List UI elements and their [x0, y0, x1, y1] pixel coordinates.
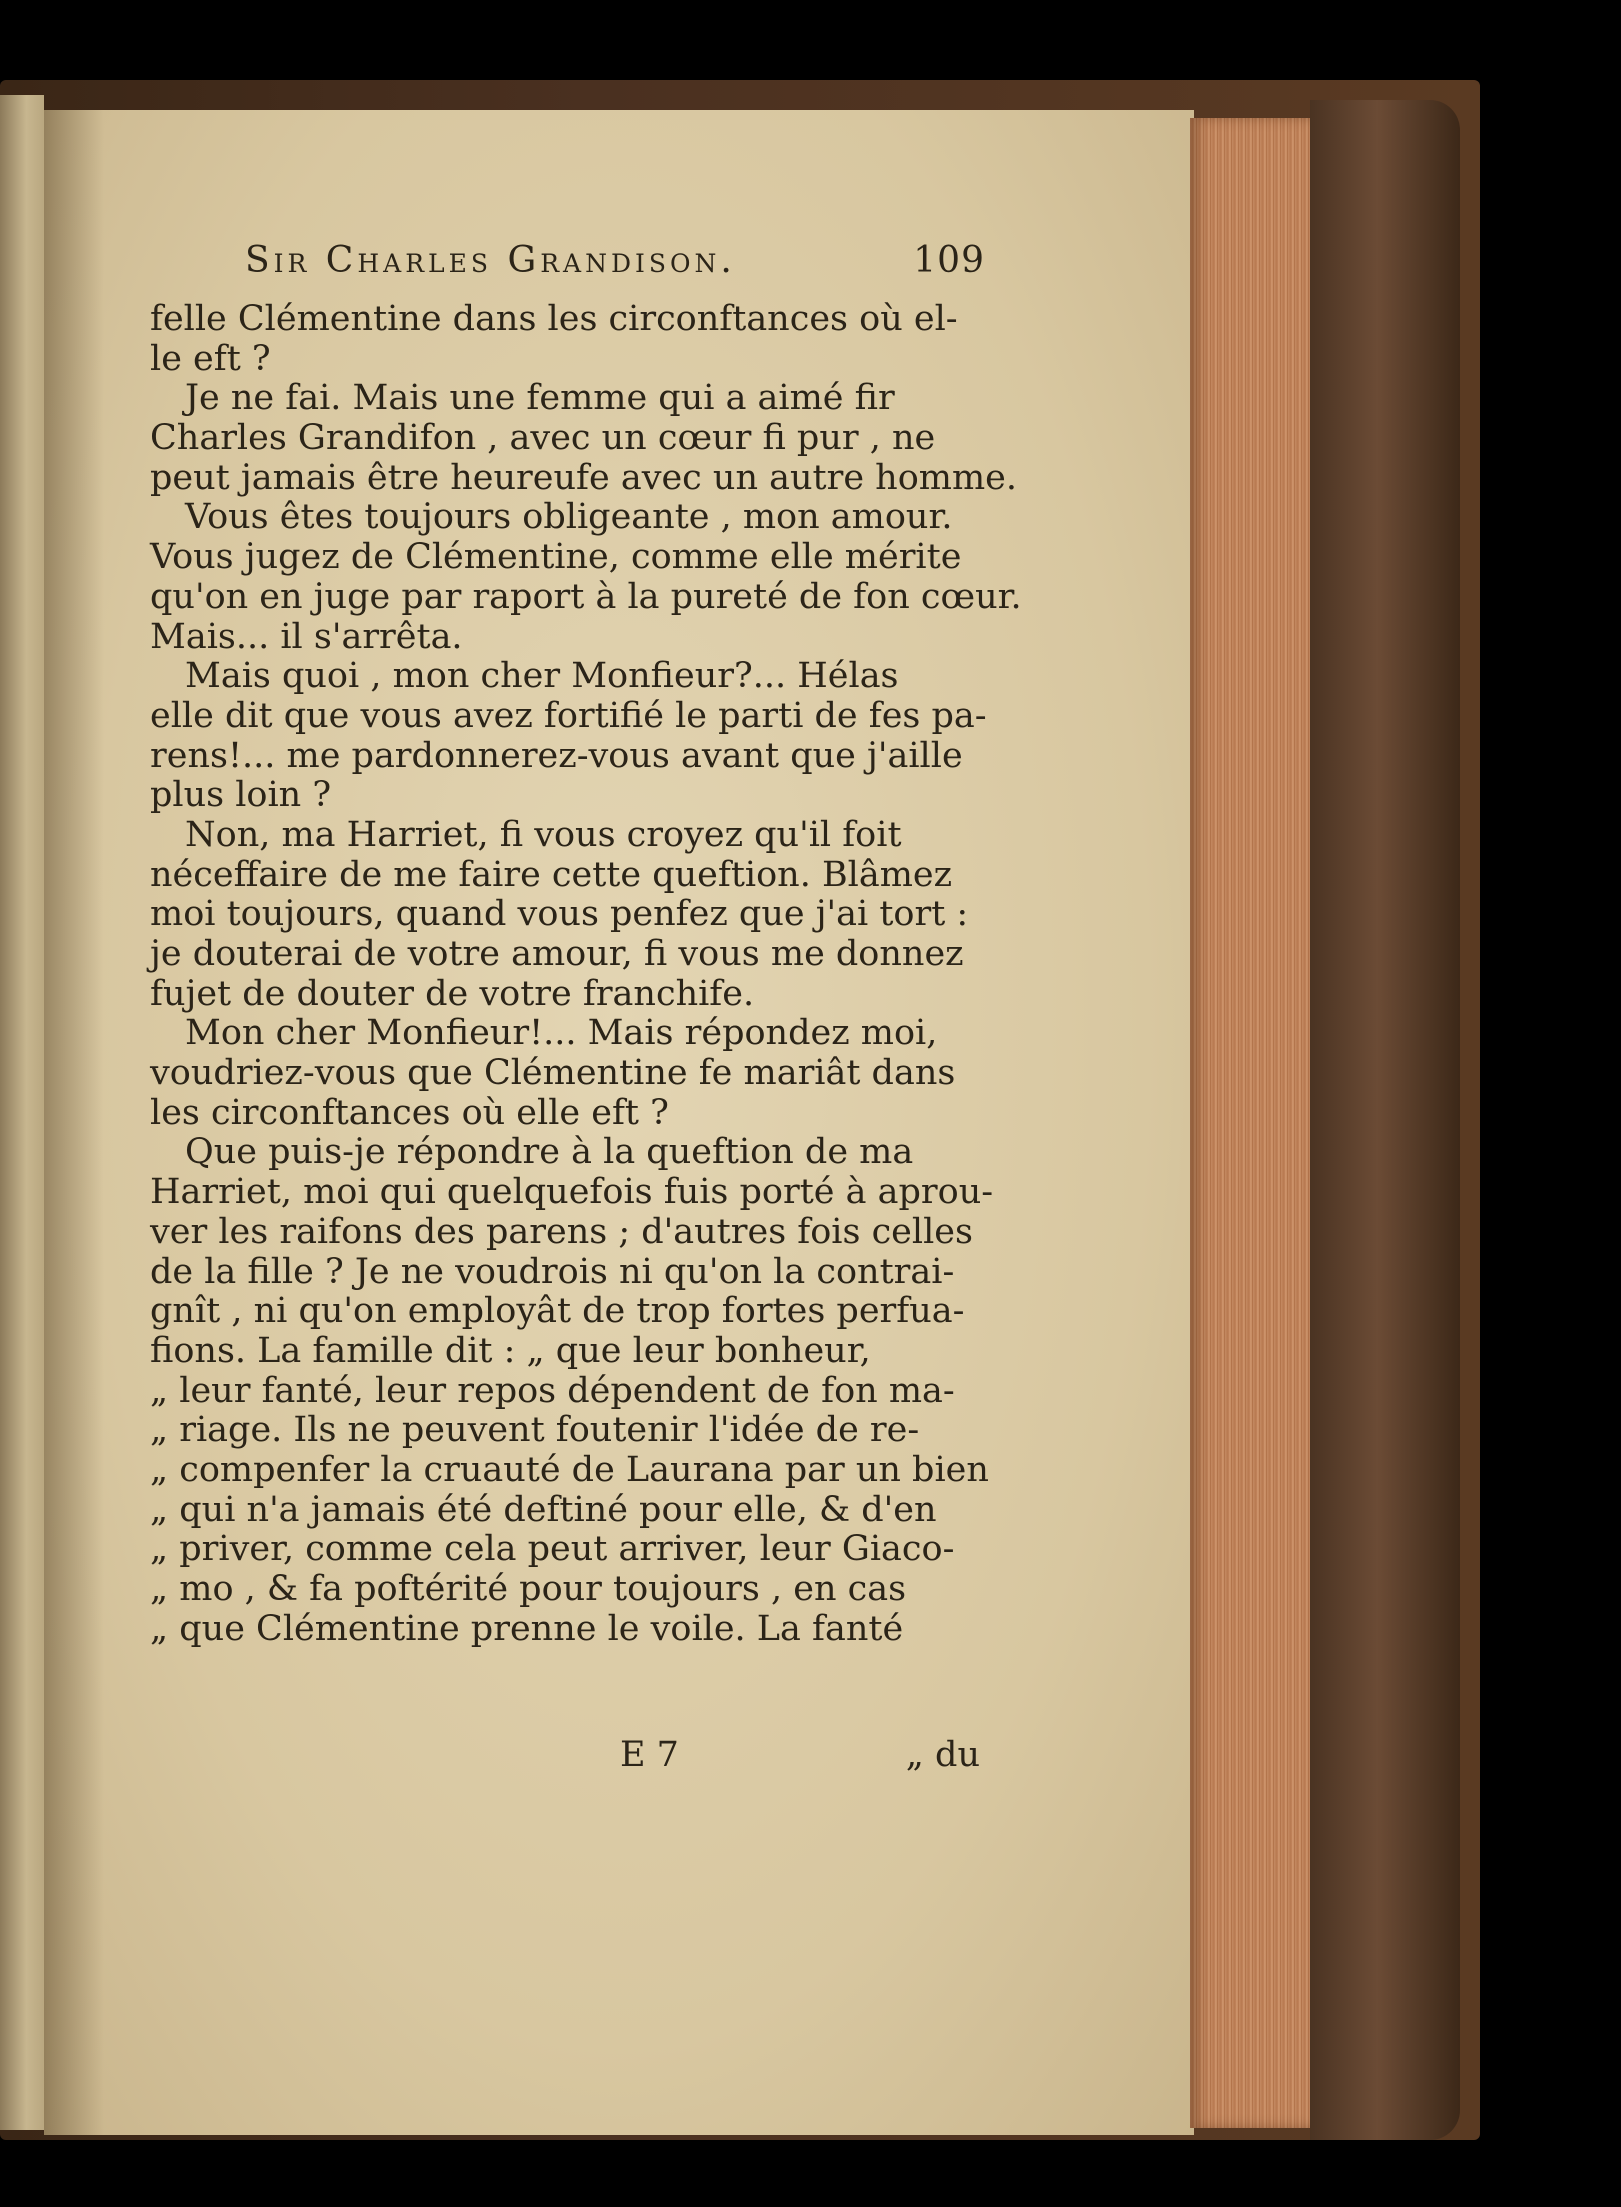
text-line: moi toujours, quand vous penfez que j'ai tort :	[150, 894, 969, 935]
text-line: fujet de douter de votre franchife.	[150, 973, 755, 1014]
text-line: fions. La famille dit : „ que leur bonheur,	[150, 1330, 871, 1371]
text-line: peut jamais être heureufe avec un autre homme.	[150, 457, 1017, 498]
text-line: qu'on en juge par raport à la pureté de fon cœur.	[150, 576, 1022, 617]
page-block-edge	[1190, 118, 1310, 2128]
text-line: „ riage. Ils ne peuvent foutenir l'idée de re-	[150, 1410, 920, 1451]
text-line: Harriet, moi qui quelquefois fuis porté à aprou-	[150, 1172, 994, 1213]
text-line: Mais... il s'arrêta.	[150, 616, 463, 657]
catchword: „ du	[905, 1735, 980, 1775]
page-footer	[150, 1735, 980, 1775]
text-line: Non, ma Harriet, fi vous croyez qu'il foit	[185, 814, 902, 855]
text-line: Mais quoi , mon cher Monfieur?... Hélas	[185, 656, 899, 697]
text-line: néceffaire de me faire cette queftion. Blâmez	[150, 854, 953, 895]
text-line: gnît , ni qu'on employât de trop fortes perfua-	[150, 1291, 965, 1332]
text-line: „ que Clémentine prenne le voile. La fanté	[150, 1608, 904, 1649]
book-spine	[1310, 100, 1460, 2140]
text-line: „ compenfer la cruauté de Laurana par un bien	[150, 1449, 989, 1490]
page-number: 109	[913, 240, 985, 281]
left-page-edge	[0, 95, 44, 2130]
text-line: „ priver, comme cela peut arriver, leur Giaco-	[150, 1529, 955, 1570]
text-line: elle dit que vous avez fortifié le parti de fes pa-	[150, 695, 987, 736]
text-line: Vous êtes toujours obligeante , mon amour.	[185, 497, 953, 538]
signature-mark: E 7	[620, 1735, 679, 1775]
page-body	[150, 299, 1022, 1649]
text-line: Je ne fai. Mais une femme qui a aimé fir	[185, 378, 895, 419]
text-line: „ mo , & fa poftérité pour toujours , en cas	[150, 1569, 907, 1609]
text-line: le eft ?	[150, 338, 271, 379]
text-line: Vous jugez de Clémentine, comme elle mérite	[150, 537, 962, 578]
text-line: „ qui n'a jamais été deftiné pour elle, & d'en	[150, 1489, 937, 1530]
text-line: les circonftances où elle eft ?	[150, 1092, 669, 1133]
text-line: je douterai de votre amour, fi vous me donnez	[150, 934, 964, 974]
text-line: voudriez-vous que Clémentine fe mariât dans	[150, 1053, 956, 1094]
text-line: de la fille ? Je ne voudrois ni qu'on la contrai-	[150, 1251, 955, 1292]
text-line: felle Clémentine dans les circonftances où el-	[150, 299, 958, 339]
text-line: Que puis-je répondre à la queftion de ma	[185, 1132, 914, 1173]
running-header	[245, 240, 985, 282]
gutter-shadow	[44, 110, 104, 2135]
running-head: Sir Charles Grandison.	[245, 240, 736, 281]
text-line: Mon cher Monfieur!... Mais répondez moi,	[185, 1013, 938, 1054]
text-line: „ leur fanté, leur repos dépendent de fon ma-	[150, 1370, 955, 1411]
text-line: rens!... me pardonnerez-vous avant que j'aille	[150, 735, 963, 776]
text-line: Charles Grandifon , avec un cœur fi pur , ne	[150, 418, 936, 459]
text-line: plus loin ?	[150, 775, 332, 816]
text-line: ver les raifons des parens ; d'autres fois celles	[150, 1211, 973, 1252]
